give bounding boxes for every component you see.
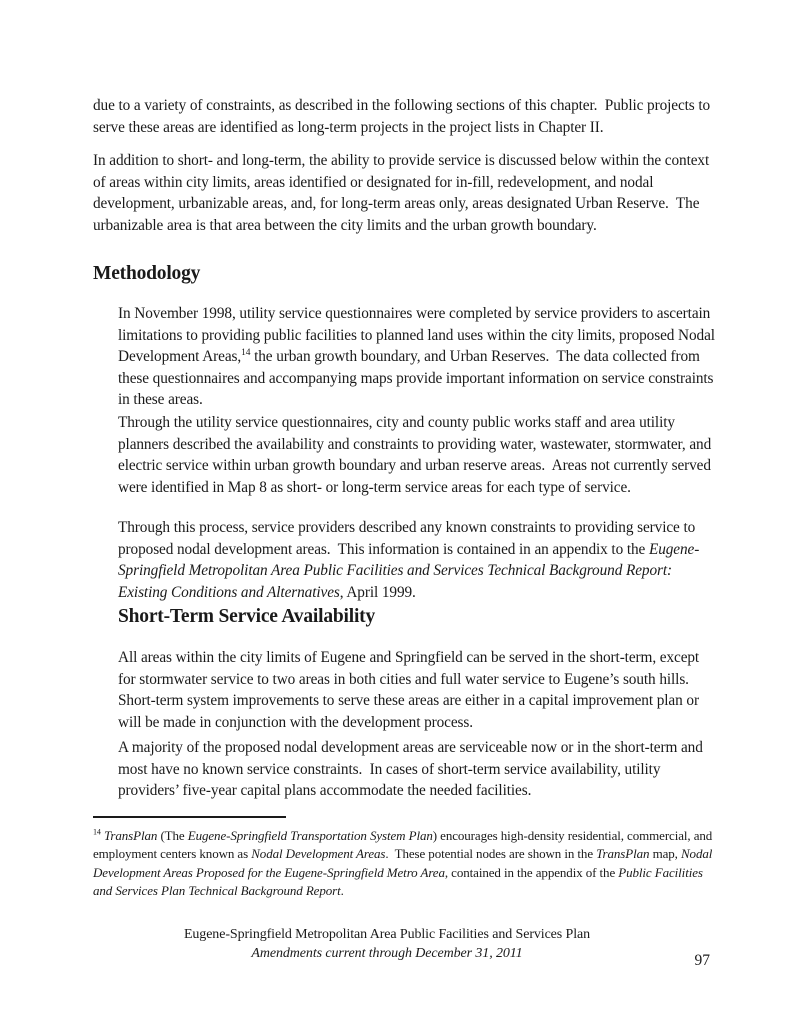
paragraph-service-context: In addition to short- and long-term, the ability to provide service is discussed below within the context of areas within city limits, areas identified or designated for in-fill, redevelopment, and nodal development, urbanizable areas, and, for long-term areas only, areas designated Urban Reserve. The urbanizable area is that area between the city limits and the urban growth boundary.: [93, 152, 713, 234]
paragraph-questionnaires-text-before: In November 1998, utility service questionnaires were completed by service providers to ascertain limitations to providing public facilities to planned land uses within the city limits, proposed Nodal Development Areas,: [118, 305, 719, 366]
footer-amendments-note: Amendments current through December 31, 2011: [251, 945, 523, 961]
footnote-seg-map-title: Nodal Development Areas Proposed for the Eugene-Springfield Metro Area: [93, 846, 716, 880]
footnote-seg-3: ) encourages high-density residential, commercial, and employment centers known as: [93, 828, 716, 862]
footnote-reference-14: 14: [241, 348, 251, 359]
footnote-seg-period: .: [340, 883, 344, 899]
paragraph-questionnaires: [118, 303, 719, 411]
footnote-seg-9: , contained in the appendix of the: [444, 864, 619, 880]
paragraph-questionnaires-text-after: the urban growth boundary, and Urban Reserves. The data collected from these questionnaires and accompanying maps provide important information on service constraints in these areas.: [118, 348, 718, 409]
footnote-seg-7: map,: [649, 846, 681, 862]
footnote-seg-background-report-title: Public Facilities and Services Plan Technical Background Report: [93, 864, 707, 899]
report-title-italic: Eugene-Springfield Metropolitan Area Public Facilities and Services Technical Background Report: Existing Conditions and Alternatives: [118, 540, 700, 601]
page-footer: [0, 926, 774, 963]
footnote-14: [93, 827, 715, 901]
footnote-seg-transportation-plan-title: Eugene-Springfield Transportation System Plan: [187, 828, 433, 843]
paragraph-process-appendix: [118, 517, 715, 603]
footnote-seg-transplan-2: TransPlan: [596, 846, 650, 862]
heading-methodology: Methodology: [93, 263, 201, 284]
footnote-seg-1: (The: [157, 828, 188, 843]
footnote-seg-nodal-areas-title: Nodal Development Areas: [251, 846, 386, 862]
paragraph-constraints: due to a variety of constraints, as described in the following sections of this chapter. Public projects to serve these areas are identified as long-term projects in the project lists in Chapter II.: [93, 97, 714, 136]
paragraph-nodal-majority: A majority of the proposed nodal development areas are serviceable now or in the short-term and most have no known service constraints. In cases of short-term service availability, utility providers’ five-year capital plans accommodate the needed facilities.: [118, 739, 707, 800]
footnote-seg-5: . These potential nodes are shown in the: [385, 846, 597, 862]
paragraph-process-text-after: , April 1999.: [339, 583, 416, 601]
paragraph-all-areas: All areas within the city limits of Eugene and Springfield can be served in the short-term, except for stormwater service to two areas in both cities and full water service to Eugene’s south hills. Short-term system improvements to serve these areas are either in a capital improvement plan or will be made in conjunction with the development process.: [118, 649, 703, 731]
footer-plan-title: Eugene-Springfield Metropolitan Area Public Facilities and Services Plan: [183, 927, 591, 942]
footnote-marker: 14: [93, 827, 101, 837]
heading-short-term-service-availability: Short-Term Service Availability: [118, 606, 376, 627]
paragraph-service-describe: Through the utility service questionnaires, city and county public works staff and area utility planners described the availability and constraints to providing water, wastewater, stormwater, and electric service within urban growth boundary and urban reserve areas. Areas not currently served were identified in Map 8 as short- or long-term service areas for each type of service.: [118, 414, 715, 496]
footnote-seg-transplan: TransPlan: [100, 828, 158, 843]
page-number: 97: [694, 952, 710, 969]
footnote-separator-rule: [93, 816, 286, 818]
paragraph-process-text-before: Through this process, service providers described any known constraints to providing service to proposed nodal development areas. This information is contained in an appendix to the: [118, 519, 699, 558]
